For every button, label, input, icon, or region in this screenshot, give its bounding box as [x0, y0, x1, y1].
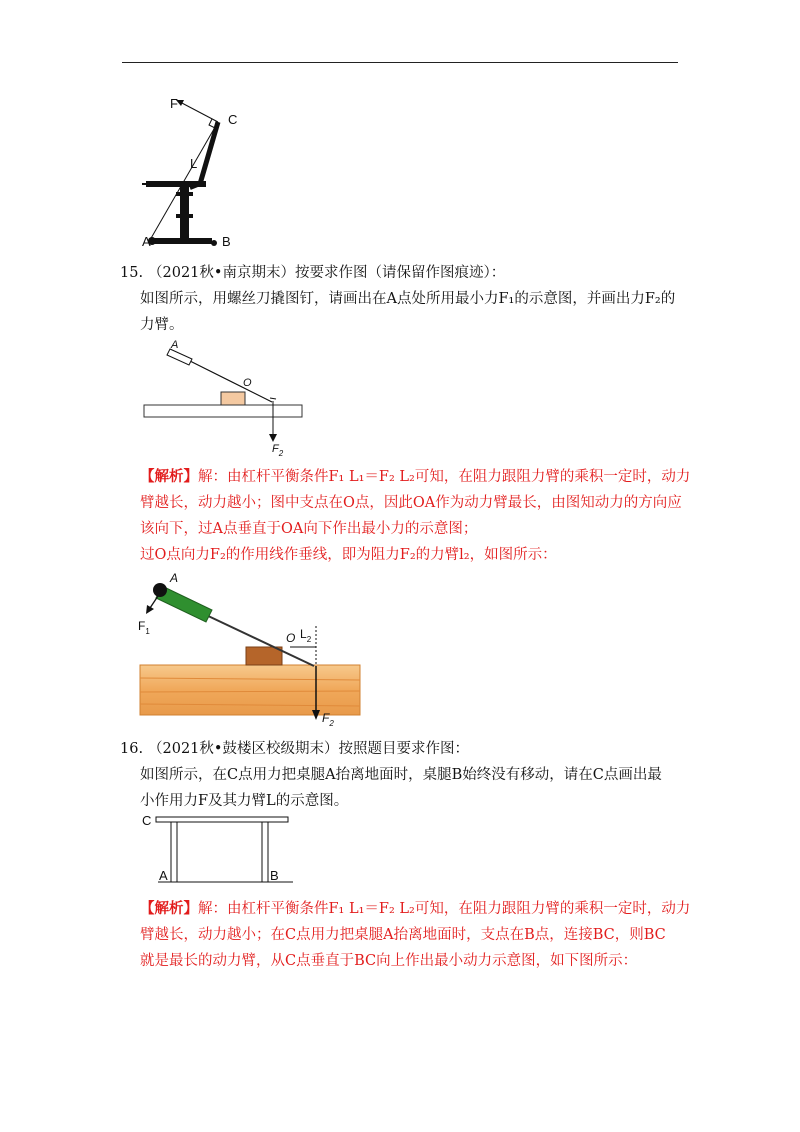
q16-leg-a [171, 822, 177, 882]
chair-figure [130, 92, 250, 254]
q15-answer-label-a: A [170, 571, 179, 585]
label-c: C [228, 112, 238, 127]
q15-answer-label-o: O [286, 631, 296, 645]
q15-label-o: O [243, 377, 252, 389]
q16-figure [138, 812, 298, 888]
q15-answer-line2: 臂越长，动力越小；图中支点在O点，因此OA作为动力臂最长，由图知动力的方向应 [140, 495, 682, 511]
q15-answer-f1-arrowhead [146, 605, 154, 614]
q15-title-text: （2021秋•南京期末）按要求作图（请保留作图痕迹）： [148, 265, 506, 281]
q16-answer-line2: 臂越长，动力越小；在C点用力把桌腿A抬离地面时，支点在B点，连接BC，则BC [140, 927, 666, 943]
q15-answer-handle-cap [153, 583, 167, 597]
q15-answer-tag: 【解析】 [140, 468, 198, 485]
header-rule [122, 62, 678, 63]
q15-answer-line1 [140, 464, 690, 490]
label-b: B [222, 234, 231, 249]
q15-body-line2: 力臂。 [140, 317, 184, 333]
q15-answer-line4: 过O点向力F₂的作用线作垂线，即为阻力F₂的力臂l₂，如图所示： [140, 547, 557, 563]
label-a: A [142, 234, 151, 249]
q16-tabletop [156, 817, 288, 822]
q16-number: 16. [120, 741, 144, 757]
q16-answer-line1 [140, 896, 690, 922]
q15-answer-figure [130, 570, 370, 730]
q15-block [221, 392, 245, 405]
q16-leg-b [262, 822, 268, 882]
q15-label-f2: $F_2$ [272, 443, 284, 458]
force-f-line [180, 102, 218, 122]
q15-nail [270, 398, 276, 399]
q16-label-a: A [159, 868, 168, 883]
q15-f2-arrowhead [269, 434, 277, 442]
q16-answer-line3: 就是最长的动力臂，从C点垂直于BC向上作出最小动力示意图，如下图所示： [140, 953, 638, 969]
q16-body-line1: 如图所示，在C点用力把桌腿A抬离地面时，桌腿B始终没有移动，请在C点画出最 [140, 767, 662, 783]
q16-answer-tag: 【解析】 [140, 900, 198, 917]
q15-answer-text1: 解：由杠杆平衡条件F₁ L₁＝F₂ L₂可知，在阻力跟阻力臂的乘积一定时，动力 [198, 469, 691, 485]
q16-label-b: B [270, 868, 279, 883]
chair-drawing [142, 122, 218, 246]
q15-figure [140, 336, 310, 464]
q15-answer-label-f2: $F_2$ [322, 711, 334, 728]
q15-answer-line3: 该向下，过A点垂直于OA向下作出最小力的示意图； [140, 521, 478, 537]
q15-number: 15. [120, 265, 144, 281]
label-f: F [170, 96, 178, 111]
q15-answer-block [246, 647, 282, 665]
q15-answer-label-f1: $F_1$ [138, 619, 150, 636]
q15-screwdriver-handle [167, 349, 192, 365]
q16-label-c: C [142, 813, 152, 828]
q16-answer-text1: 解：由杠杆平衡条件F₁ L₁＝F₂ L₂可知，在阻力跟阻力臂的乘积一定时，动力 [198, 901, 691, 917]
q15-answer-board [140, 665, 360, 715]
q15-board [144, 405, 302, 417]
q15-title [120, 260, 505, 286]
q16-title-text: （2021秋•鼓楼区校级期末）按照题目要求作图： [148, 741, 469, 757]
q15-body-line1: 如图所示，用螺丝刀撬图钉，请画出在A点处所用最小力F₁的示意图，并画出力F₂的 [140, 291, 676, 307]
q15-answer-label-l2: $L_2$ [300, 627, 312, 644]
q16-body-line2: 小作用力F及其力臂L的示意图。 [140, 793, 349, 809]
q16-title [120, 736, 469, 762]
label-l: L [190, 156, 198, 171]
q15-label-a: A [171, 339, 179, 351]
